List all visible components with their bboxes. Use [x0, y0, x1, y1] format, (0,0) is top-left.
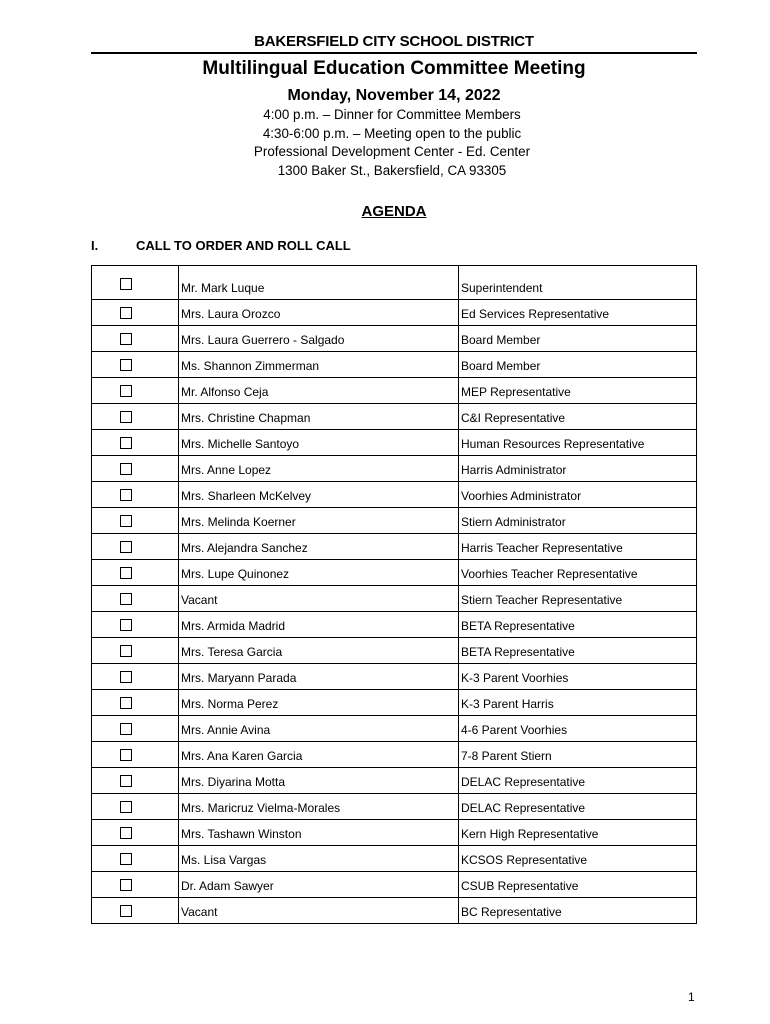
attendance-checkbox[interactable]	[120, 853, 132, 865]
table-row	[92, 560, 697, 586]
table-row	[92, 690, 697, 716]
member-role: K-3 Parent Harris	[459, 690, 697, 716]
member-role: Voorhies Teacher Representative	[459, 560, 697, 586]
member-name: Mr. Alfonso Ceja	[179, 378, 459, 404]
attendance-checkbox[interactable]	[120, 411, 132, 423]
info-line: 1300 Baker St., Bakersfield, CA 93305	[277, 163, 507, 179]
table-row	[92, 586, 697, 612]
table-row	[92, 326, 697, 352]
table-row	[92, 794, 697, 820]
checkbox-cell	[92, 742, 179, 768]
attendance-checkbox[interactable]	[120, 697, 132, 709]
table-row	[92, 742, 697, 768]
checkbox-cell	[92, 560, 179, 586]
member-name: Mrs. Ana Karen Garcia	[179, 742, 459, 768]
attendance-checkbox[interactable]	[120, 619, 132, 631]
checkbox-cell	[92, 378, 179, 404]
attendance-checkbox[interactable]	[120, 541, 132, 553]
member-role: DELAC Representative	[459, 794, 697, 820]
info-line: 4:30-6:00 p.m. – Meeting open to the public	[262, 125, 522, 141]
checkbox-cell	[92, 586, 179, 612]
meeting-date: Monday, November 14, 2022	[287, 87, 501, 104]
header-rule	[91, 52, 697, 54]
attendance-checkbox[interactable]	[120, 671, 132, 683]
checkbox-cell	[92, 482, 179, 508]
table-row	[92, 266, 697, 300]
page-number: 1	[688, 990, 695, 1004]
table-row	[92, 482, 697, 508]
attendance-checkbox[interactable]	[120, 567, 132, 579]
section-number: I.	[91, 238, 99, 253]
checkbox-cell	[92, 820, 179, 846]
table-row	[92, 378, 697, 404]
table-row	[92, 768, 697, 794]
attendance-checkbox[interactable]	[120, 775, 132, 787]
member-role: Voorhies Administrator	[459, 482, 697, 508]
checkbox-cell	[92, 508, 179, 534]
checkbox-cell	[92, 898, 179, 924]
checkbox-cell	[92, 690, 179, 716]
member-role: 4-6 Parent Voorhies	[459, 716, 697, 742]
checkbox-cell	[92, 872, 179, 898]
member-role: Stiern Administrator	[459, 508, 697, 534]
table-row	[92, 404, 697, 430]
attendance-checkbox[interactable]	[120, 515, 132, 527]
meeting-info	[0, 106, 770, 181]
checkbox-cell	[92, 846, 179, 872]
member-role: CSUB Representative	[459, 872, 697, 898]
table-row	[92, 300, 697, 326]
member-name: Mrs. Alejandra Sanchez	[179, 534, 459, 560]
member-name: Mrs. Teresa Garcia	[179, 638, 459, 664]
checkbox-cell	[92, 794, 179, 820]
member-name: Mrs. Diyarina Motta	[179, 768, 459, 794]
checkbox-cell	[92, 534, 179, 560]
meeting-title: Multilingual Education Committee Meeting	[202, 58, 586, 79]
member-name: Mrs. Annie Avina	[179, 716, 459, 742]
checkbox-cell	[92, 300, 179, 326]
table-row	[92, 638, 697, 664]
member-name: Mrs. Armida Madrid	[179, 612, 459, 638]
member-role: MEP Representative	[459, 378, 697, 404]
attendance-checkbox[interactable]	[120, 278, 132, 290]
member-name: Mrs. Maricruz Vielma-Morales	[179, 794, 459, 820]
agenda-heading: AGENDA	[361, 203, 427, 220]
member-name: Mrs. Tashawn Winston	[179, 820, 459, 846]
member-role: Ed Services Representative	[459, 300, 697, 326]
checkbox-cell	[92, 430, 179, 456]
table-row	[92, 534, 697, 560]
checkbox-cell	[92, 664, 179, 690]
checkbox-cell	[92, 638, 179, 664]
member-role: BC Representative	[459, 898, 697, 924]
table-row	[92, 820, 697, 846]
table-row	[92, 456, 697, 482]
member-role: C&I Representative	[459, 404, 697, 430]
checkbox-cell	[92, 326, 179, 352]
member-name: Vacant	[179, 586, 459, 612]
attendance-checkbox[interactable]	[120, 489, 132, 501]
table-row	[92, 898, 697, 924]
table-row	[92, 716, 697, 742]
attendance-checkbox[interactable]	[120, 437, 132, 449]
table-row	[92, 664, 697, 690]
attendance-checkbox[interactable]	[120, 749, 132, 761]
member-role: Kern High Representative	[459, 820, 697, 846]
table-row	[92, 612, 697, 638]
attendance-checkbox[interactable]	[120, 723, 132, 735]
member-role: BETA Representative	[459, 612, 697, 638]
checkbox-cell	[92, 456, 179, 482]
member-role: Harris Administrator	[459, 456, 697, 482]
table-row	[92, 352, 697, 378]
attendance-checkbox[interactable]	[120, 827, 132, 839]
member-name: Mrs. Melinda Koerner	[179, 508, 459, 534]
member-name: Mrs. Norma Perez	[179, 690, 459, 716]
member-name: Mrs. Laura Guerrero - Salgado	[179, 326, 459, 352]
member-role: K-3 Parent Voorhies	[459, 664, 697, 690]
info-line: Professional Development Center - Ed. Center	[253, 144, 531, 160]
member-role: Board Member	[459, 352, 697, 378]
attendance-checkbox[interactable]	[120, 333, 132, 345]
member-name: Dr. Adam Sawyer	[179, 872, 459, 898]
district-name: BAKERSFIELD CITY SCHOOL DISTRICT	[254, 33, 534, 50]
member-role: Human Resources Representative	[459, 430, 697, 456]
member-name: Mrs. Maryann Parada	[179, 664, 459, 690]
attendance-checkbox[interactable]	[120, 359, 132, 371]
roll-call-table	[91, 265, 697, 924]
member-name: Mrs. Laura Orozco	[179, 300, 459, 326]
attendance-checkbox[interactable]	[120, 307, 132, 319]
member-name: Mr. Mark Luque	[179, 266, 459, 300]
member-role: DELAC Representative	[459, 768, 697, 794]
attendance-checkbox[interactable]	[120, 385, 132, 397]
member-role: Stiern Teacher Representative	[459, 586, 697, 612]
checkbox-cell	[92, 716, 179, 742]
info-line: 4:00 p.m. – Dinner for Committee Members	[263, 107, 521, 122]
member-name: Mrs. Christine Chapman	[179, 404, 459, 430]
attendance-checkbox[interactable]	[120, 879, 132, 891]
table-row	[92, 508, 697, 534]
member-name: Vacant	[179, 898, 459, 924]
checkbox-cell	[92, 404, 179, 430]
checkbox-cell	[92, 266, 179, 300]
member-name: Mrs. Lupe Quinonez	[179, 560, 459, 586]
table-row	[92, 846, 697, 872]
attendance-checkbox[interactable]	[120, 593, 132, 605]
member-name: Mrs. Michelle Santoyo	[179, 430, 459, 456]
table-row	[92, 872, 697, 898]
attendance-checkbox[interactable]	[120, 801, 132, 813]
member-name: Mrs. Sharleen McKelvey	[179, 482, 459, 508]
member-role: Board Member	[459, 326, 697, 352]
member-name: Ms. Lisa Vargas	[179, 846, 459, 872]
checkbox-cell	[92, 352, 179, 378]
member-role: BETA Representative	[459, 638, 697, 664]
attendance-checkbox[interactable]	[120, 645, 132, 657]
member-role: Superintendent	[459, 266, 697, 300]
section-title: CALL TO ORDER AND ROLL CALL	[136, 238, 351, 253]
member-role: Harris Teacher Representative	[459, 534, 697, 560]
checkbox-cell	[92, 612, 179, 638]
table-row	[92, 430, 697, 456]
attendance-checkbox[interactable]	[120, 905, 132, 917]
checkbox-cell	[92, 768, 179, 794]
member-name: Mrs. Anne Lopez	[179, 456, 459, 482]
attendance-checkbox[interactable]	[120, 463, 132, 475]
member-name: Ms. Shannon Zimmerman	[179, 352, 459, 378]
member-role: KCSOS Representative	[459, 846, 697, 872]
member-role: 7-8 Parent Stiern	[459, 742, 697, 768]
